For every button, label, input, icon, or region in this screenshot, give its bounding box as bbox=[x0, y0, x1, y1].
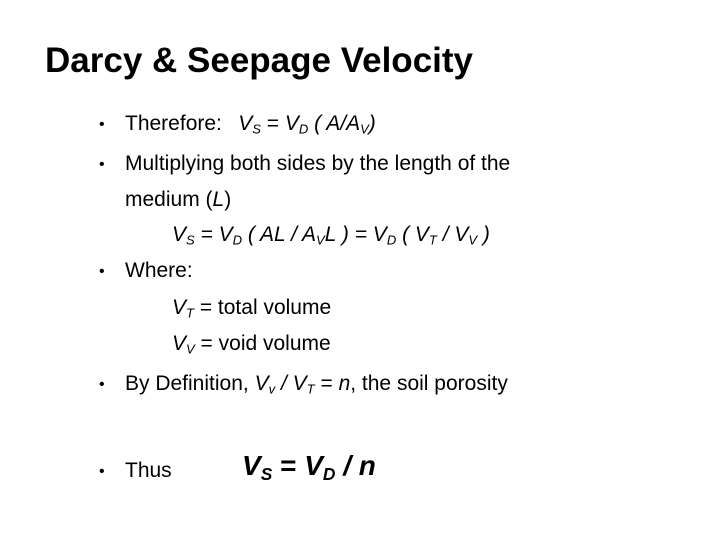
final-equation bbox=[242, 450, 376, 484]
vd-symbol-2: $V_D$ bbox=[218, 223, 243, 248]
bullet-definition: • bbox=[99, 376, 105, 393]
vv-symbol: $V_V$ bbox=[172, 332, 195, 357]
line-total-volume bbox=[172, 296, 332, 321]
bullet-thus: • bbox=[99, 463, 105, 480]
vs-symbol-2: $V_S$ bbox=[172, 223, 195, 248]
equals-sign-4: = bbox=[320, 372, 333, 395]
bullet-therefore: • bbox=[99, 116, 105, 133]
therefore-label: Therefore: bbox=[125, 112, 222, 135]
line-equation-volume bbox=[172, 223, 490, 248]
thus-label: Thus bbox=[125, 459, 172, 482]
total-volume-text: = total volume bbox=[199, 296, 332, 319]
porosity-text: , the soil porosity bbox=[350, 372, 508, 395]
area-ratio: ( $A/A_V$) bbox=[314, 112, 376, 137]
line-where: Where: bbox=[125, 259, 193, 282]
equals-sign-2: = bbox=[200, 223, 213, 246]
vd-symbol-3: $V_D$ bbox=[372, 223, 397, 248]
line-thus bbox=[125, 460, 172, 481]
vd-symbol-final: $V_D$ bbox=[304, 450, 336, 484]
line-void-volume bbox=[172, 332, 331, 357]
equals-sign: = bbox=[266, 112, 280, 135]
definition-label: By Definition, bbox=[125, 372, 249, 395]
line-definition bbox=[125, 372, 508, 397]
line-medium bbox=[125, 189, 231, 210]
slide-title: Darcy & Seepage Velocity bbox=[45, 41, 473, 80]
volume-ratio: ( $V_T / V_V$ ) bbox=[402, 223, 490, 248]
bullet-multiplying: • bbox=[99, 156, 105, 173]
equals-sign-final: = bbox=[280, 450, 297, 481]
vs-symbol: $V_S$ bbox=[238, 112, 261, 137]
medium-text: medium ( bbox=[125, 188, 213, 211]
vt-symbol: $V_T$ bbox=[172, 296, 194, 321]
medium-close: ) bbox=[224, 188, 232, 211]
equals-sign-3: = bbox=[354, 223, 367, 246]
division-slash: / bbox=[343, 450, 351, 481]
length-symbol: L bbox=[212, 188, 225, 211]
bullet-where: • bbox=[99, 263, 105, 280]
vd-symbol: $V_D$ bbox=[284, 112, 309, 137]
vs-symbol-final: $V_S$ bbox=[242, 450, 273, 484]
line-multiplying: Multiplying both sides by the length of the bbox=[125, 152, 511, 175]
al-ratio: ( AL / $A_VL$ ) bbox=[247, 223, 349, 248]
void-volume-text: = void volume bbox=[200, 332, 331, 355]
porosity-symbol-final: n bbox=[358, 450, 376, 481]
porosity-symbol: n bbox=[338, 372, 351, 395]
porosity-ratio: $V_v / V_T$ bbox=[254, 372, 315, 397]
line-therefore bbox=[125, 112, 376, 137]
